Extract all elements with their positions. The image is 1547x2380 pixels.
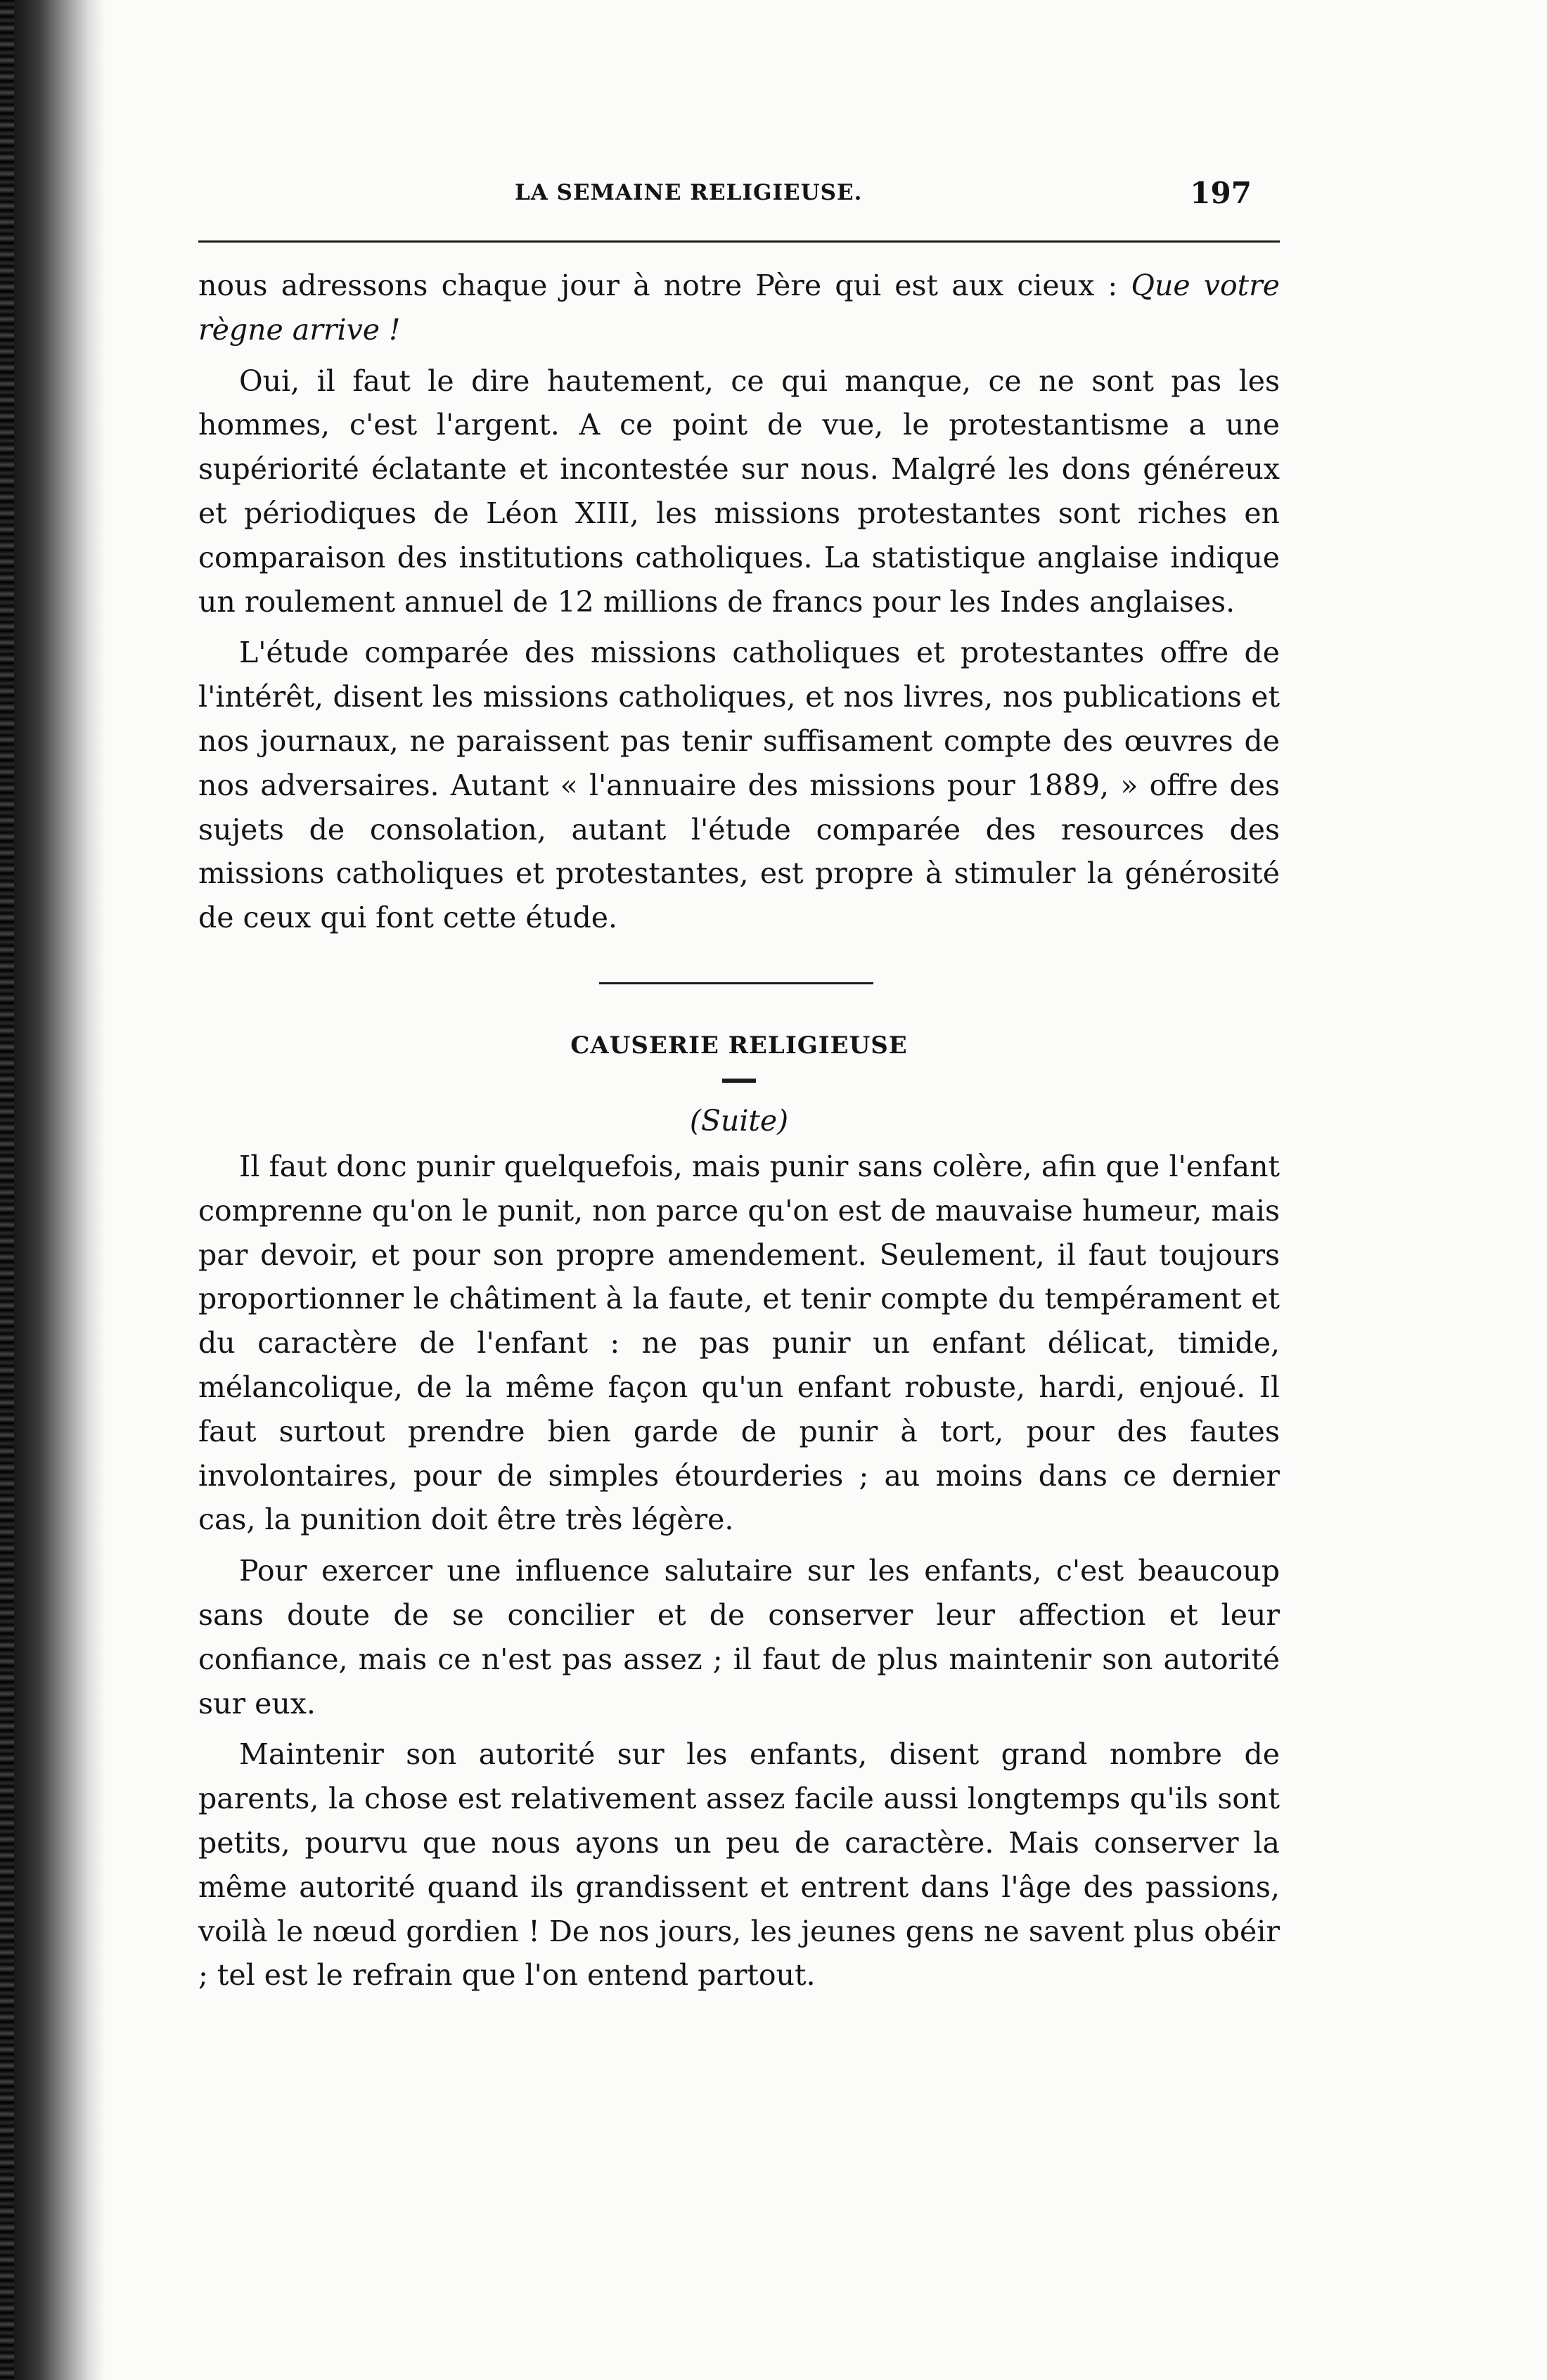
continuation-paragraph bbox=[198, 264, 1280, 352]
continuation-text: nous adressons chaque jour à notre Père qui est aux cieux : bbox=[198, 269, 1131, 302]
paragraph-money: Oui, il faut le dire hautement, ce qui manque, ce ne sont pas les hommes, c'est l'argent. A ce point de vue, le protestantisme a une supériorité éclatante et incontestée sur nous. Malgré les dons généreux et périodiques de Léon XIII, les missions protestantes sont riches en comparaison des institutions catholiques. La statistique anglaise indique un roulement annuel de 12 millions de francs pour les Indes anglaises. bbox=[198, 364, 1280, 619]
book-page bbox=[198, 0, 1280, 2380]
page-body bbox=[198, 264, 1280, 1998]
header-rule bbox=[198, 240, 1280, 243]
book-spine-shadow bbox=[0, 0, 105, 2380]
section-separator bbox=[198, 940, 1280, 1028]
title-dash bbox=[722, 1079, 756, 1083]
section-rule bbox=[599, 982, 873, 984]
paragraph-authority: Maintenir son autorité sur les enfants, disent grand nombre de parents, la chose est relativement assez facile aussi longtemps qu'ils sont petits, pourvu que nous ayons un peu de caractère. Mais conserver la même autorité quand ils grandissent et entrent dans l'âge des passions, voilà le nœud gordien ! De nos jours, les jeunes gens ne savent plus obéir ; tel est le refrain que l'on entend partout. bbox=[198, 1737, 1280, 1993]
section-subtitle: (Suite) bbox=[689, 1103, 789, 1138]
page-number: 197 bbox=[1190, 176, 1252, 210]
paragraph-comparative-study: L'étude comparée des missions catholiques et protestantes offre de l'intérêt, disent les missions catholiques, et nos livres, nos publications et nos journaux, ne paraissent pas tenir suffisament compte des œuvres de nos adversaires. Autant « l'annuaire des missions pour 1889, » offre des sujets de consolation, autant l'étude comparée des resources des missions catholiques et protestantes, est propre à stimuler la générosité de ceux qui font cette étude. bbox=[198, 636, 1280, 935]
section-title: CAUSERIE RELIGIEUSE bbox=[570, 1031, 908, 1060]
paragraph-influence: Pour exercer une influence salutaire sur les enfants, c'est beaucoup sans doute de se concilier et de conserver leur affection et leur confiance, mais ce n'est pas assez ; il faut de plus maintenir son autorité sur eux. bbox=[198, 1554, 1280, 1720]
paragraph-punishment: Il faut donc punir quelquefois, mais punir sans colère, afin que l'enfant comprenne qu'on le punit, non parce qu'on est de mauvaise humeur, mais par devoir, et pour son propre amendement. Seulement, il faut toujours proportionner le châtiment à la faute, et tenir compte du tempérament et du caractère de l'enfant : ne pas punir un enfant délicat, timide, mélancolique, de la même façon qu'un enfant robuste, hardi, enjoué. Il faut surtout prendre bien garde de punir à tort, pour des fautes involontaires, pour de simples étourderies ; au moins dans ce dernier cas, la punition doit être très légère. bbox=[198, 1149, 1280, 1537]
lord-prayer-quote: Que votre règne arrive ! bbox=[198, 269, 1280, 347]
running-head bbox=[198, 176, 1280, 218]
running-title: LA SEMAINE RELIGIEUSE. bbox=[515, 180, 863, 205]
book-spine-edge bbox=[0, 0, 14, 2380]
